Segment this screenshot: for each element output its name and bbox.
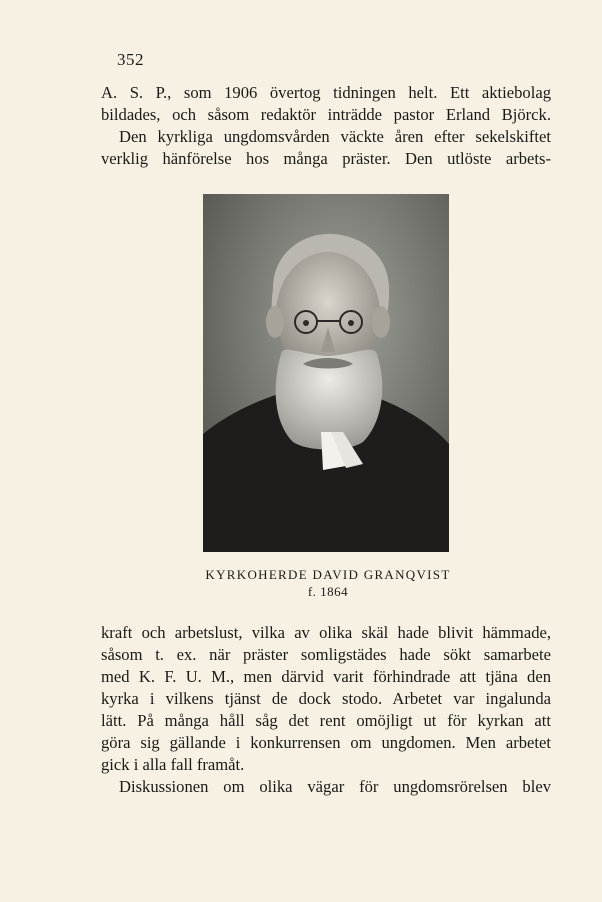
bottom-text-block: [101, 622, 551, 798]
text-line: med K. F. U. M., men därvid varit förhindrade att tjäna den: [101, 667, 551, 686]
text-line: såsom t. ex. när präster somligstädes hade sökt samarbete: [101, 645, 551, 664]
figure-caption-year: f. 1864: [307, 584, 349, 599]
top-text-block: [101, 82, 551, 170]
text-line: bildades, och såsom redaktör inträdde pastor Erland Björck.: [101, 105, 551, 124]
text-line: Den kyrkliga ungdomsvården väckte åren efter sekelskiftet: [119, 127, 551, 146]
page-number: 352: [117, 50, 144, 69]
text-line: Diskussionen om olika vägar för ungdomsrörelsen blev: [119, 777, 551, 796]
text-line: A. S. P., som 1906 övertog tidningen helt. Ett aktiebolag: [101, 83, 551, 102]
text-line: göra sig gällande i konkurrensen om ungdomen. Men arbetet: [101, 733, 551, 752]
text-line: gick i alla fall framåt.: [101, 755, 245, 774]
text-line: verklig hänförelse hos många präster. Den utlöste arbets-: [101, 149, 551, 168]
portrait-photo: [203, 194, 449, 552]
figure-caption: KYRKOHERDE DAVID GRANQVIST: [205, 567, 451, 582]
portrait-image: [203, 194, 449, 552]
text-line: kyrka i vilkens tjänst de dock stodo. Arbetet var ingalunda: [101, 689, 551, 708]
text-line: kraft och arbetslust, vilka av olika skäl hade blivit hämmade,: [101, 623, 551, 642]
text-line: lätt. På många håll såg det rent omöjligt ut för kyrkan att: [101, 711, 551, 730]
